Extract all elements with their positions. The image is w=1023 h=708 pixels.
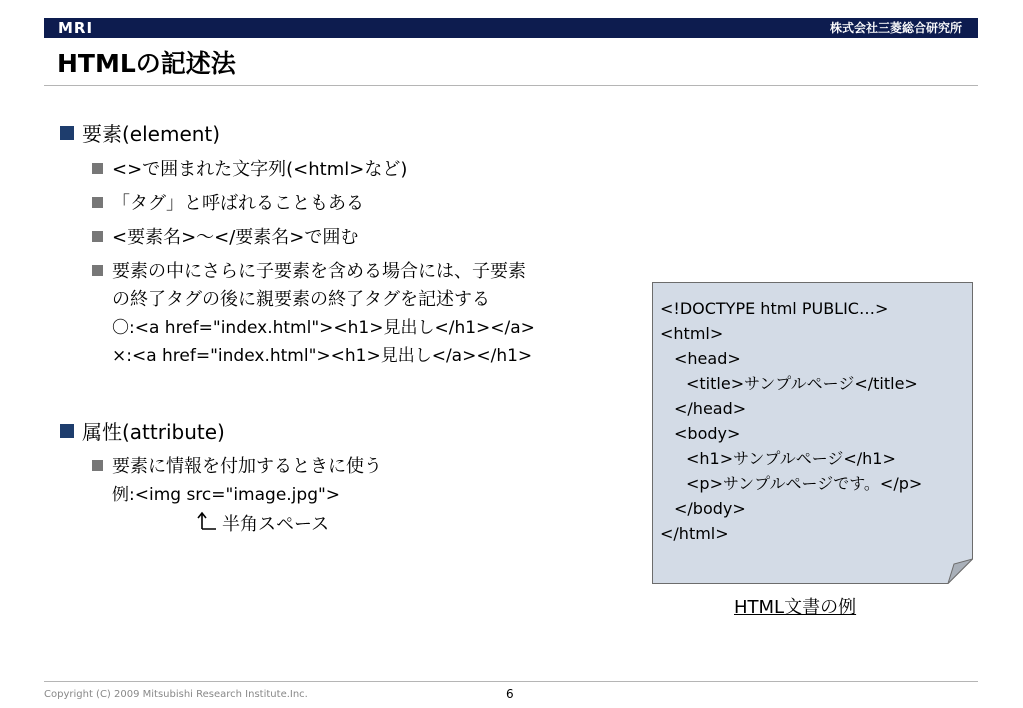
footer-divider [44,681,978,682]
square-bullet-icon [92,231,103,242]
item-text: 「タグ」と呼ばれることもある [112,193,364,214]
list-item [92,455,382,479]
attribute-example: 例:<img src="image.jpg"> [112,485,341,505]
code-line: </body> [674,499,746,518]
list-item [92,260,526,284]
code-line: </head> [674,399,747,418]
item-text: 要素の中にさらに子要素を含める場合には、子要素 [112,261,526,282]
code-line: <body> [674,424,741,443]
code-line: <p>サンプルページです。</p> [686,474,923,493]
code-example-caption: HTML文書の例 [734,597,857,618]
section-heading-attribute [60,419,225,445]
code-line: <h1>サンプルページ</h1> [686,449,896,468]
square-bullet-icon [92,460,103,471]
item-continuation: の終了タグの後に親要素の終了タグを記述する [112,289,490,310]
item-text: <要素名>〜</要素名>で囲む [112,227,359,248]
section2-heading: 属性(attribute) [82,420,225,444]
half-width-space-label: 半角スペース [222,514,330,535]
bent-arrow-icon [196,509,218,531]
code-line: <!DOCTYPE html PUBLIC…> [660,299,889,318]
list-item [92,192,364,216]
square-bullet-icon [92,265,103,276]
list-item [92,226,358,250]
square-bullet-icon [60,126,74,140]
copyright-text: Copyright (C) 2009 Mitsubishi Research Institute.Inc. [44,689,308,700]
incorrect-example: ×:<a href="index.html"><h1>見出し</a></h1> [112,346,533,366]
square-bullet-icon [60,424,74,438]
page-number: 6 [506,687,514,701]
mri-logo: MRI [58,19,94,37]
square-bullet-icon [92,197,103,208]
company-name: 株式会社三菱総合研究所 [829,21,962,35]
item-text: 要素に情報を付加するときに使う [112,456,382,477]
correct-example: 〇:<a href="index.html"><h1>見出し</h1></a> [112,318,535,338]
list-item [92,158,407,182]
title-divider [44,85,978,86]
code-line: <html> [660,324,724,343]
code-line: </html> [660,524,729,543]
slide-title: HTMLの記述法 [57,49,236,78]
section1-heading: 要素(element) [82,122,221,146]
code-line: <title>サンプルページ</title> [686,374,918,393]
square-bullet-icon [92,163,103,174]
code-line: <head> [674,349,741,368]
section-heading-element [60,121,220,147]
header-bar [44,18,978,38]
item-text: <>で囲まれた文字列(<html>など) [112,159,408,180]
